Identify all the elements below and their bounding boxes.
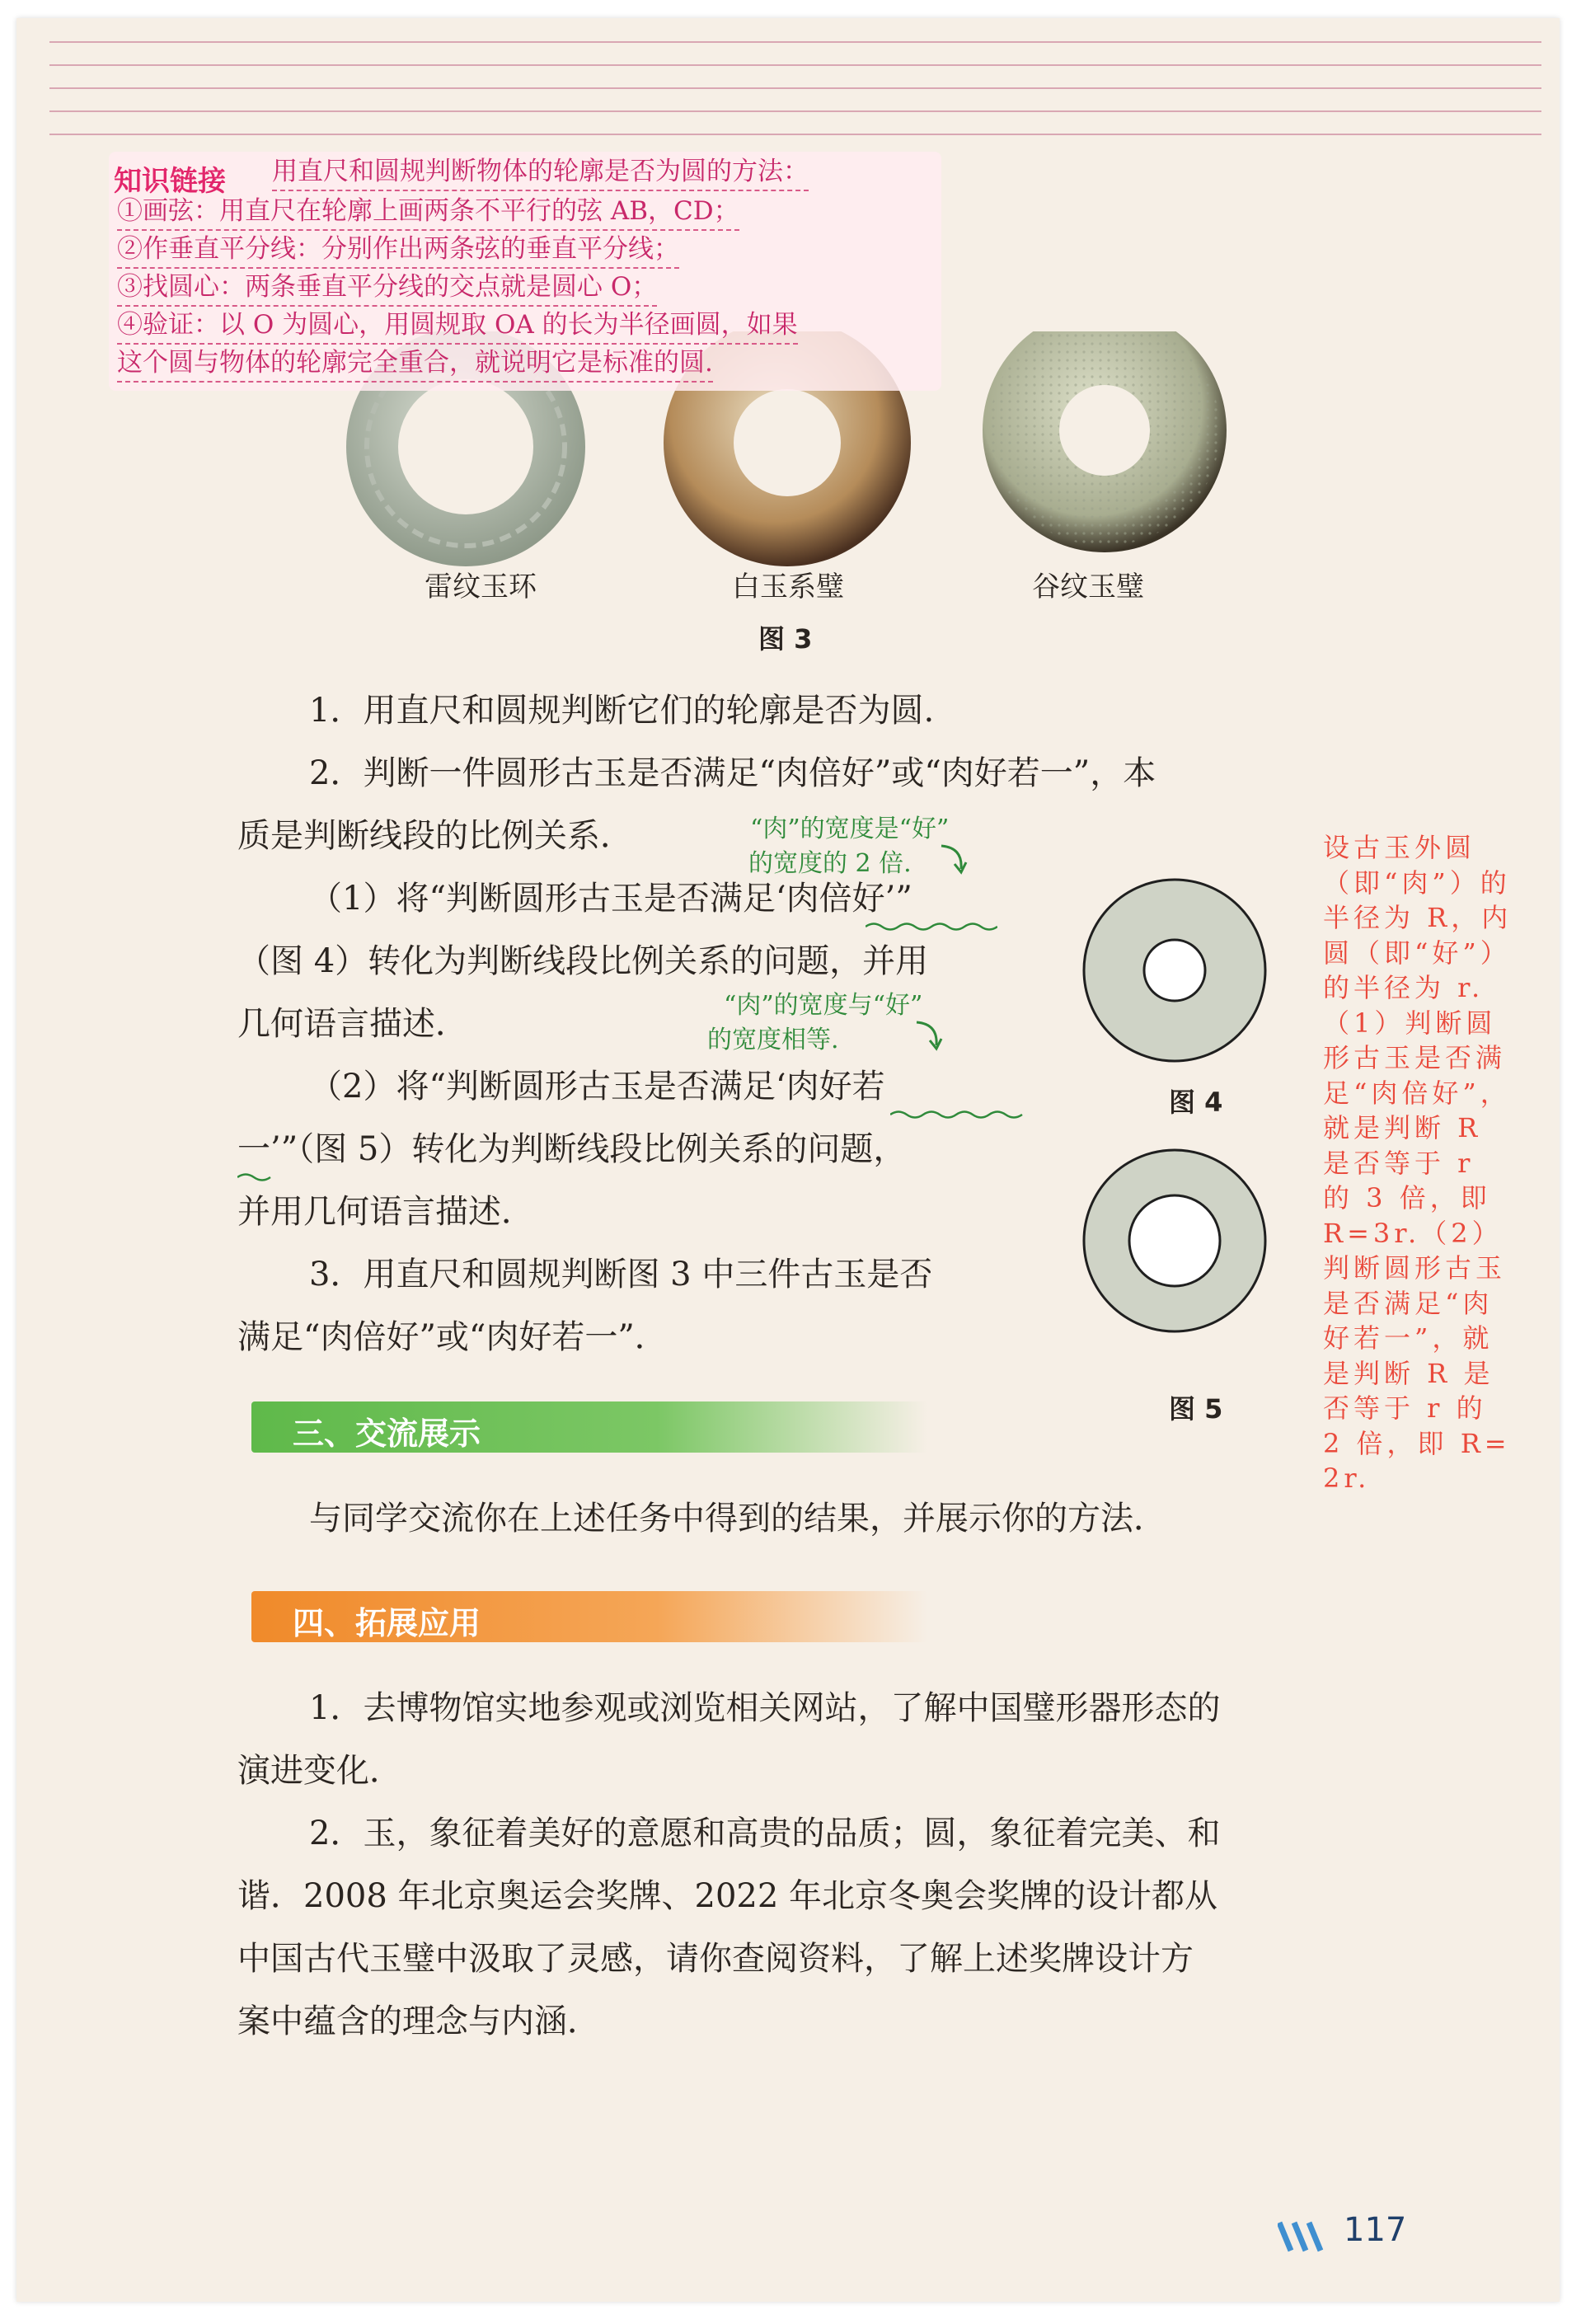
- paragraph-2a: 2．判断一件圆形古玉是否满足“肉倍好”或“肉好若一”，本: [309, 754, 1156, 792]
- section4-p2a: 2．玉，象征着美好的意愿和高贵的品质；圆，象征着完美、和: [309, 1815, 1221, 1852]
- paragraph-3a: （1）将“判断圆形古玉是否满足‘肉倍好’”: [309, 880, 912, 918]
- knowledge-line-2: ①画弦：用直尺在轮廓上画两条不平行的弦 AB，CD；: [117, 193, 739, 231]
- staff-line: [49, 64, 1541, 66]
- figure4-ring-diagram: [1080, 876, 1269, 1065]
- section4-p1a: 1．去博物馆实地参观或浏览相关网站，了解中国璧形器形态的: [309, 1689, 1221, 1727]
- section4-p2b: 谐．2008 年北京奥运会奖牌、2022 年北京冬奥会奖牌的设计都从: [237, 1877, 1218, 1915]
- jade-ring-guwen: [983, 331, 1227, 552]
- caption-leiwen: 雷纹玉环: [425, 570, 537, 603]
- section3-header: [251, 1401, 927, 1453]
- knowledge-line-5: ④验证：以 O 为圆心，用圆规取 OA 的长为半径画圆，如果: [117, 307, 798, 345]
- wavy-underline: [866, 921, 997, 932]
- staff-line: [49, 134, 1541, 135]
- page-number-hatch-icon: [1278, 2219, 1335, 2254]
- green-note-1b: 的宽度的 2 倍.: [748, 849, 912, 878]
- section4-header: [251, 1591, 927, 1642]
- paragraph-1: 1．用直尺和圆规判断它们的轮廓是否为圆.: [309, 692, 935, 730]
- green-note-1a: “肉”的宽度是“好”: [750, 815, 950, 843]
- side-note: 设古玉外圆（即“肉”）的半径为 R，内圆（即“好”）的半径为 r.（1）判断圆形古玉是否满足“肉倍好”，就是判断 R 是否等于 r 的 3 倍，即 R=3r.（2）判断圆形古玉是否满足“肉好若一”，就是判断 R 是否等于 r 的 2 倍，即 R=2r.: [1323, 832, 1513, 1494]
- section4-title: 四、拓展应用: [293, 1605, 481, 1641]
- paragraph-4b: 一’”（图 5）转化为判断线段比例关系的问题，: [237, 1130, 907, 1168]
- paragraph-3b: （图 4）转化为判断线段比例关系的问题，并用: [237, 942, 929, 980]
- staff-line: [49, 87, 1541, 89]
- wavy-underline: [237, 1171, 279, 1183]
- knowledge-line-1: 用直尺和圆规判断物体的轮廓是否为圆的方法：: [272, 153, 809, 191]
- page-number: 117: [1344, 2211, 1407, 2249]
- section4-p2c: 中国古代玉璧中汲取了灵感，请你查阅资料，了解上述奖牌设计方: [237, 1940, 1194, 1978]
- section4-p2d: 案中蕴含的理念与内涵．: [237, 2002, 600, 2040]
- figure5-label: 图 5: [1169, 1393, 1223, 1425]
- paragraph-4a: （2）将“判断圆形古玉是否满足‘肉好若: [309, 1068, 885, 1106]
- knowledge-line-6: 这个圆与物体的轮廓完全重合，就说明它是标准的圆.: [117, 345, 713, 383]
- section4-p1b: 演进变化．: [237, 1752, 402, 1790]
- green-arrow-icon: [938, 843, 971, 877]
- green-arrow-icon: [913, 1019, 946, 1054]
- staff-line: [49, 110, 1541, 112]
- paragraph-2b: 质是判断线段的比例关系．: [237, 817, 633, 855]
- caption-guwen: 谷纹玉璧: [1032, 570, 1144, 603]
- textbook-page: [16, 18, 1560, 2302]
- paragraph-4c: 并用几何语言描述．: [237, 1193, 534, 1231]
- knowledge-line-4: ③找圆心：两条垂直平分线的交点就是圆心 O；: [117, 269, 657, 307]
- staff-line: [49, 41, 1541, 43]
- green-note-2a: “肉”的宽度与“好”: [724, 991, 923, 1020]
- section3-title: 三、交流展示: [293, 1416, 481, 1452]
- knowledge-line-3: ②作垂直平分线：分别作出两条弦的垂直平分线；: [117, 231, 679, 269]
- figure5-ring-diagram: [1080, 1146, 1269, 1336]
- green-note-2b: 的宽度相等.: [707, 1026, 839, 1054]
- figure4-label: 图 4: [1169, 1087, 1223, 1118]
- figure3-label: 图 3: [758, 623, 813, 655]
- paragraph-5a: 3．用直尺和圆规判断图 3 中三件古玉是否: [309, 1256, 933, 1293]
- paragraph-5b: 满足“肉倍好”或“肉好若一”．: [237, 1318, 668, 1356]
- knowledge-link-tag: 知识链接: [114, 165, 226, 198]
- paragraph-3c: 几何语言描述．: [237, 1005, 468, 1043]
- caption-baiyu: 白玉系璧: [732, 570, 844, 603]
- section3-text: 与同学交流你在上述任务中得到的结果，并展示你的方法．: [309, 1500, 1166, 1538]
- wavy-underline: [890, 1109, 1030, 1120]
